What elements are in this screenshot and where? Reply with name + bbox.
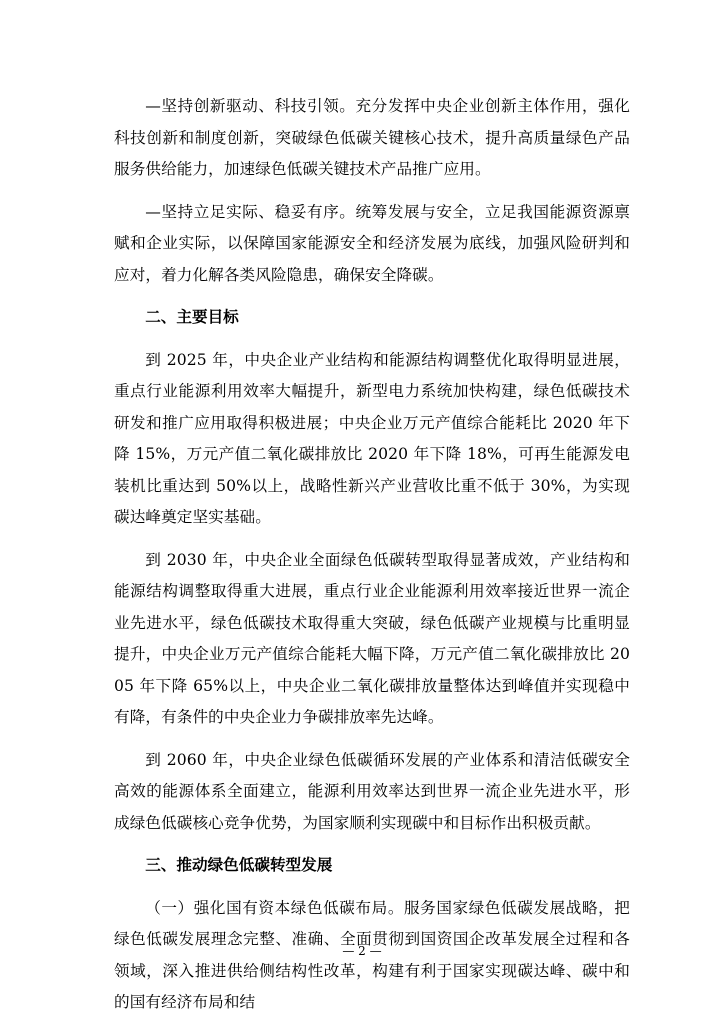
paragraph-gap xyxy=(114,334,630,345)
paragraph-gap xyxy=(114,734,630,745)
paragraph-gap xyxy=(114,534,630,545)
document-body xyxy=(114,91,630,1019)
section-heading-green-transition: 三、推动绿色低碳转型发展 xyxy=(145,856,333,874)
paragraph-goal-2060: 到 2060 年，中央企业绿色低碳循环发展的产业体系和清洁低碳安全高效的能源体系全面建立，能源利用效率达到世界一流企业先进水平，形成绿色低碳核心竞争优势，为国家顺利实现碳中和目标作出积极贡献。 xyxy=(114,750,630,832)
paragraph-gap xyxy=(114,291,630,302)
paragraph-gap xyxy=(114,882,630,893)
paragraph-gap xyxy=(114,839,630,850)
section-heading-main-goals: 二、主要目标 xyxy=(145,308,239,326)
paragraph-steady-progress: —坚持立足实际、稳妥有序。统筹发展与安全，立足我国能源资源禀赋和企业实际，以保障国家能源安全和经济发展为底线，加强风险研判和应对，着力化解各类风险隐患，确保安全降碳。 xyxy=(114,202,630,284)
paragraph-state-capital-layout: （一）强化国有资本绿色低碳布局。服务国家绿色低碳发展战略，把绿色低碳发展理念完整、准确、全面贯彻到国资国企改革发展全过程和各领域，深入推进供给侧结构性改革，构建有利于国家实现碳达峰、碳中和的国有经济布局和结 xyxy=(114,898,630,1011)
paragraph-gap xyxy=(114,186,630,197)
paragraph-goal-2025: 到 2025 年，中央企业产业结构和能源结构调整优化取得明显进展，重点行业能源利用效率大幅提升，新型电力系统加快构建，绿色低碳技术研发和推广应用取得积极进展；中央企业万元产值综合能耗比 2020 年下降 15%，万元产值二氧化碳排放比 2020 年下降 18%，可再生能源发电装机比重达到 50%以上，战略性新兴产业营收比重不低于 30%，为实现碳达峰奠定坚实基础。 xyxy=(114,350,630,526)
paragraph-goal-2030: 到 2030 年，中央企业全面绿色低碳转型取得显著成效，产业结构和能源结构调整取得重大进展，重点行业企业能源利用效率接近世界一流企业先进水平，绿色低碳技术取得重大突破，绿色低碳产业规模与比重明显提升，中央企业万元产值综合能耗大幅下降，万元产值二氧化碳排放比 2005 年下降 65%以上，中央企业二氧化碳排放量整体达到峰值并实现稳中有降，有条件的中央企业力争碳排放率先达峰。 xyxy=(114,550,630,726)
paragraph-innovation-driven: —坚持创新驱动、科技引领。充分发挥中央企业创新主体作用，强化科技创新和制度创新，突破绿色低碳关键核心技术，提升高质量绿色产品服务供给能力，加速绿色低碳关键技术产品推广应用。 xyxy=(114,97,630,178)
page-number: — 2 — xyxy=(342,944,382,958)
